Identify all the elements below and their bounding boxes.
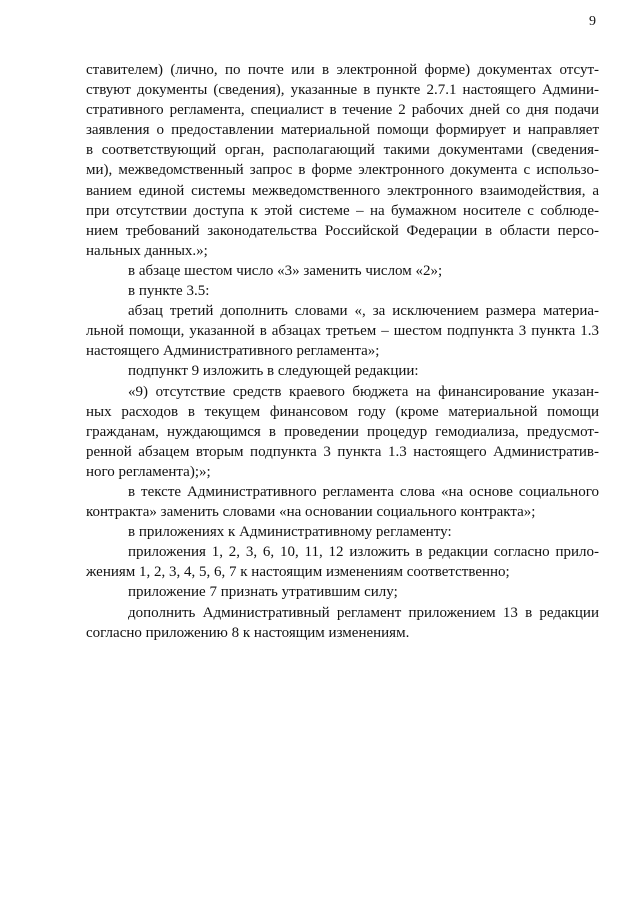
text-line: ствуют документы (сведения), указанные в пункте 2.7.1 настоящего Админи-: [86, 82, 599, 99]
text-line: согласно приложению 8 к настоящим изменениям.: [86, 624, 410, 641]
page-number: 9: [589, 14, 596, 29]
text-line: в тексте Административного регламента слова «на основе социального: [128, 483, 599, 500]
text-line: «9) отсутствие средств краевого бюджета на финансирование указан-: [128, 383, 599, 400]
text-line: нальных данных.»;: [86, 242, 208, 259]
text-line: жениям 1, 2, 3, 4, 5, 6, 7 к настоящим изменениям соответственно;: [86, 564, 510, 581]
text-line: в абзаце шестом число «3» заменить числом «2»;: [128, 262, 443, 279]
text-line: при отсутствии доступа к этой системе – на бумажном носителе с соблюде-: [86, 202, 599, 219]
text-line: приложения 1, 2, 3, 6, 10, 11, 12 изложить в редакции согласно прило-: [128, 544, 599, 561]
text-line: гражданам, нуждающимся в проведении процедур гемодиализа, предусмот-: [86, 423, 599, 440]
text-line: стративного регламента, специалист в течение 2 рабочих дней со дня подачи: [86, 102, 599, 119]
text-line: абзац третий дополнить словами «, за исключением размера материа-: [128, 303, 599, 320]
text-line: ванием единой системы межведомственного электронного взаимодействия, а: [86, 182, 599, 199]
text-line: льной помощи, указанной в абзацах третьем – шестом подпункта 3 пункта 1.3: [86, 323, 599, 340]
text-line: ного регламента);»;: [86, 463, 211, 480]
text-line: подпункт 9 изложить в следующей редакции:: [128, 363, 419, 380]
text-line: контракта» заменить словами «на основании социального контракта»;: [86, 504, 536, 521]
text-line: дополнить Административный регламент приложением 13 в редакции: [128, 604, 599, 621]
text-line: нием требований законодательства Российской Федерации в области персо-: [86, 222, 599, 239]
text-line: ных расходов в текущем финансовом году (кроме материальной помощи: [86, 403, 599, 420]
text-line: ми), межведомственный запрос в форме электронного документа с использо-: [86, 162, 599, 179]
text-line: заявления о предоставлении материальной помощи формирует и направляет: [86, 122, 599, 139]
text-line: ставителем) (лично, по почте или в электронной форме) документах отсут-: [86, 62, 599, 78]
text-line: ренной абзацем вторым подпункта 3 пункта 1.3 настоящего Административ-: [86, 443, 599, 460]
text-line: настоящего Административного регламента»;: [86, 343, 380, 360]
text-line: приложение 7 признать утратившим силу;: [128, 584, 398, 601]
text-line: в приложениях к Административному регламенту:: [128, 524, 452, 541]
text-line: в соответствующий орган, располагающий такими документами (сведения-: [86, 142, 599, 159]
document-body: [86, 60, 599, 643]
text-line: в пункте 3.5:: [128, 283, 210, 300]
